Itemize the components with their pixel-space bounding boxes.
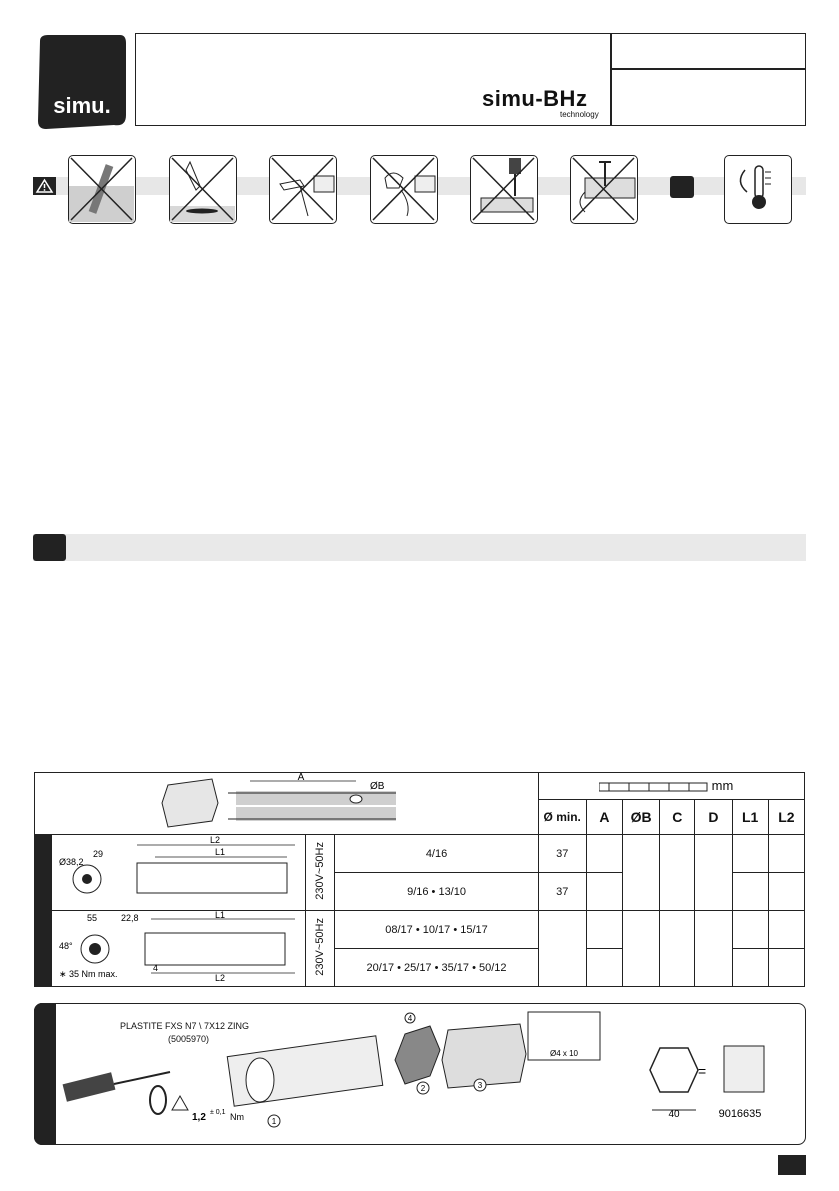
header-divider (610, 33, 612, 126)
g2-dmin (538, 911, 586, 987)
group1-diagram (52, 835, 306, 911)
torque-tol: ± 0,1 (210, 1109, 226, 1116)
torque-unit: Nm (230, 1112, 244, 1122)
tube-diagram (36, 773, 536, 831)
g2-row2-models: 20/17 • 25/17 • 35/17 • 50/12 (335, 949, 538, 987)
g1-l2: L2 (209, 835, 220, 845)
logo-text: simu. (53, 93, 111, 118)
g2-d (695, 911, 732, 987)
unit-label: mm (711, 778, 734, 794)
g2-d4: 4 (152, 963, 158, 973)
g1-d2: 29 (92, 849, 103, 859)
step-1: 1 (271, 1117, 277, 1126)
dim-a-label: A (297, 773, 305, 783)
g1-d1: Ø38,2 (58, 857, 84, 867)
g1-row2-a (586, 873, 622, 911)
col-l2: L2 (768, 800, 804, 835)
group2-diagram (52, 911, 306, 987)
col-l1: L1 (732, 800, 768, 835)
col-d: D (695, 800, 732, 835)
group2-marker (35, 911, 52, 987)
tube-diagram-cell (35, 773, 539, 835)
g2-d3: 48° (58, 941, 73, 951)
g2-d2: 22,8 (120, 913, 139, 923)
g1-row1-l1 (732, 835, 768, 873)
simu-logo (36, 33, 128, 129)
g1-row2-l1 (732, 873, 768, 911)
g2-row1-l2 (768, 911, 804, 949)
col-b: ØB (623, 800, 660, 835)
step-3: 3 (477, 1081, 483, 1090)
g1-row1-dmin: 37 (538, 835, 586, 873)
section-number (33, 534, 66, 561)
section-marker (670, 176, 694, 198)
brand-name: simu-BHz (482, 86, 588, 111)
g1-c (660, 835, 695, 911)
diameter-header: Ø min. (538, 800, 586, 835)
group1-marker (35, 835, 52, 911)
no-liquid-icon (169, 155, 237, 224)
g2-row1-l1 (732, 911, 768, 949)
brand-sub: technology (560, 110, 599, 119)
step-2: 2 (420, 1084, 426, 1093)
group2-voltage: 230V~50Hz (306, 911, 335, 987)
g2-note: ∗ 35 Nm max. (58, 969, 118, 979)
g1-l1: L1 (214, 847, 225, 857)
g2-row1-models: 08/17 • 10/17 • 15/17 (335, 911, 538, 949)
g2-l2: L2 (214, 973, 225, 983)
part-ref: 9016635 (718, 1108, 762, 1120)
unit-header (538, 773, 804, 800)
col-a: A (586, 800, 622, 835)
g1-row1-a (586, 835, 622, 873)
screw-ref: (5005970) (168, 1034, 210, 1044)
g1-row2-models: 9/16 • 13/10 (335, 873, 538, 911)
equals-sign: = (698, 1063, 707, 1079)
g2-d1: 55 (86, 913, 97, 923)
g1-row1-l2 (768, 835, 804, 873)
warning-icon (33, 177, 56, 195)
g2-c (660, 911, 695, 987)
no-drilling-icon (470, 155, 538, 224)
assembly-diagram (60, 1010, 620, 1138)
no-screw-icon (570, 155, 638, 224)
rivet-label: Ø4 x 10 (549, 1049, 579, 1058)
page-number-box (778, 1155, 806, 1175)
g2-row2-a (586, 949, 622, 987)
no-cable-pull-icon (370, 155, 438, 224)
step-4: 4 (407, 1014, 413, 1023)
group1-voltage: 230V~50Hz (306, 835, 335, 911)
g1-d (695, 835, 732, 911)
assembly-marker (34, 1003, 56, 1145)
adapter-diagram (640, 1040, 790, 1120)
dim-b-label: ØB (370, 781, 385, 792)
header-cell-divider (610, 68, 806, 70)
g1-row2-dmin: 37 (538, 873, 586, 911)
g2-b (623, 911, 660, 987)
temperature-icon (724, 155, 792, 224)
spec-table (34, 772, 805, 987)
g1-row1-models: 4/16 (335, 835, 538, 873)
screw-label: PLASTITE FXS N7 \ 7X12 ZING (120, 1021, 250, 1031)
g2-row2-l1 (732, 949, 768, 987)
col-c: C (660, 800, 695, 835)
torque-value: 1,2 (192, 1112, 206, 1123)
section-bar (33, 534, 806, 561)
g1-b (623, 835, 660, 911)
g2-row1-a (586, 911, 622, 949)
g2-l1: L1 (214, 911, 225, 920)
header-box (135, 33, 806, 126)
adapter-width: 40 (668, 1109, 680, 1120)
no-hammer-icon (269, 155, 337, 224)
g2-row2-l2 (768, 949, 804, 987)
no-immersion-icon (68, 155, 136, 224)
g1-row2-l2 (768, 873, 804, 911)
